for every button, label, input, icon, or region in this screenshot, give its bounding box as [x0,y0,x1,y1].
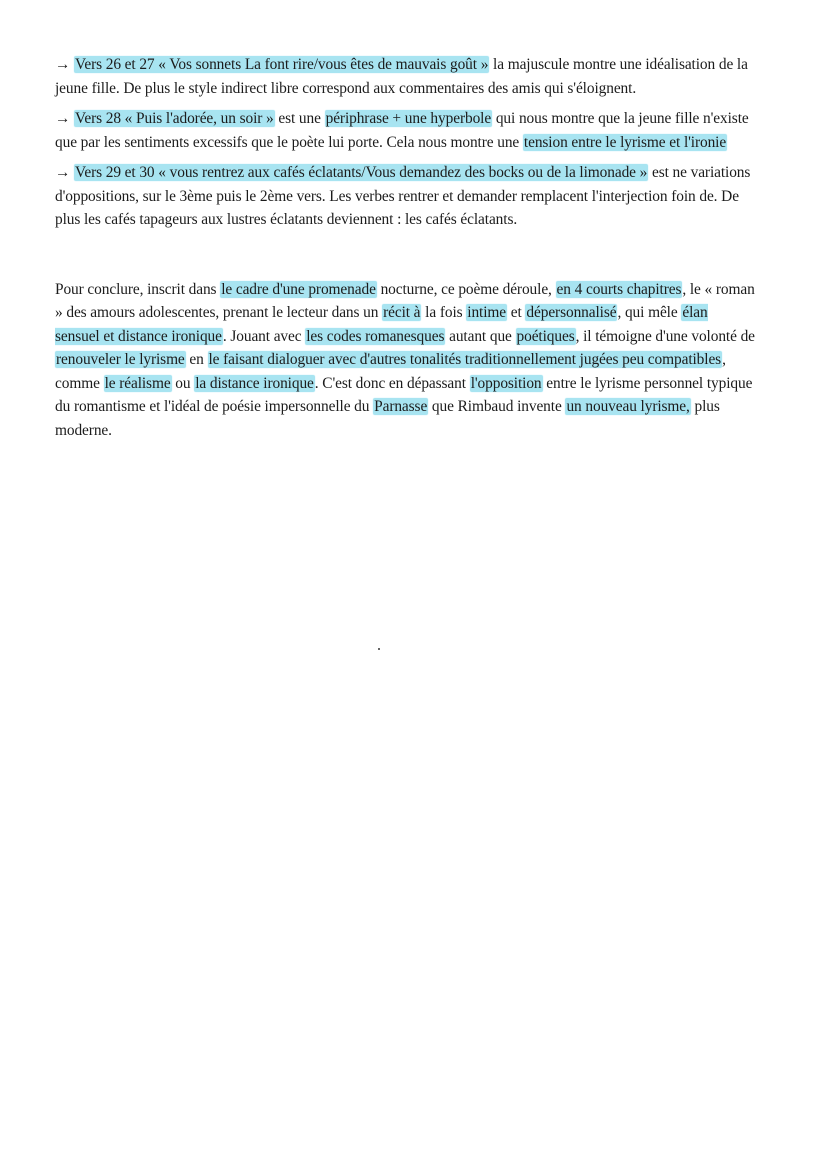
highlighted-text: intime [467,304,506,321]
text-segment: et [507,304,526,321]
text-segment: autant que [445,327,516,345]
highlighted-text: Vers 26 et 27 « Vos sonnets La font rire/vous êtes de mauvais goût » [75,56,489,73]
text-segment: en [185,351,208,368]
paragraph-vers-26-27 [55,53,755,100]
highlighted-text: élan sensuel et distance ironique [55,304,708,345]
text-segment: , il témoigne d'une volonté de [575,327,755,345]
highlighted-text: périphrase + une hyperbole [325,110,492,127]
highlighted-text: poétiques [516,327,575,345]
text-segment: la fois [421,304,467,321]
text-segment: est une [274,110,325,127]
text-segment: → [55,110,75,127]
text-segment: → [55,164,75,181]
text-segment: . C'est donc en dépassant [314,374,470,392]
text-segment: nocturne, ce poème déroule, [376,280,556,298]
text-segment: que Rimbaud invente [428,398,566,415]
highlighted-text: le cadre d'une promenade [221,280,376,298]
text-segment: est ne variations d'oppositions, sur le 3ème puis le 2ème vers. Les verbes rentrer et demander remplacent l'interjection foin de. De plus les cafés tapageurs aux lustres éclatants deviennent : les cafés éclatants. [55,164,751,228]
text-segment: qui nous montre que la jeune fille n'existe que par les sentiments excessifs que le poète lui porte. Cela nous montre une [55,110,749,151]
highlighted-text: renouveler le lyrisme [56,351,185,368]
scan-speck [378,648,380,650]
text-segment: la majuscule montre une idéalisation de la jeune fille. De plus le style indirect libre correspond aux commentaires des amis qui s'éloignent. [55,56,748,97]
text-segment: ou [171,374,195,392]
text-segment: , comme [55,351,726,392]
text-segment: entre le lyrisme personnel typique du romantisme et l'idéal de poésie impersonnelle du [55,374,753,415]
document-page [55,53,755,449]
highlighted-text: Vers 28 « Puis l'adorée, un soir » [75,110,274,127]
text-segment: . Jouant avec [222,327,306,345]
highlighted-text: le faisant dialoguer avec d'autres tonalités traditionnellement jugées peu compatibles [208,351,722,368]
highlighted-text: l'opposition [470,374,542,392]
highlighted-text: les codes romanesques [306,327,445,345]
text-segment: , qui mêle [617,304,682,321]
text-segment: plus moderne. [55,398,720,439]
text-segment: , le « roman » des amours adolescentes, prenant le lecteur dans un [55,280,755,321]
highlighted-text: un nouveau lyrisme, [566,398,690,415]
highlighted-text: la distance ironique [195,374,314,392]
highlighted-text: tension entre le lyrisme et l'ironie [523,133,727,151]
paragraph-vers-28 [55,107,755,154]
text-segment: Pour conclure, inscrit dans [55,280,221,298]
paragraph-conclusion [55,278,755,443]
highlighted-text: en 4 courts chapitres [556,280,682,298]
text-segment: → [55,56,75,73]
highlighted-text: Vers 29 et 30 « vous rentrez aux cafés éclatants/Vous demandez des bocks ou de la limonade » [75,164,648,181]
paragraph-vers-29-30 [55,161,755,232]
highlighted-text: récit à [383,304,421,321]
highlighted-text: Parnasse [374,398,428,415]
highlighted-text: dépersonnalisé [526,304,617,321]
highlighted-text: le réalisme [104,374,171,392]
